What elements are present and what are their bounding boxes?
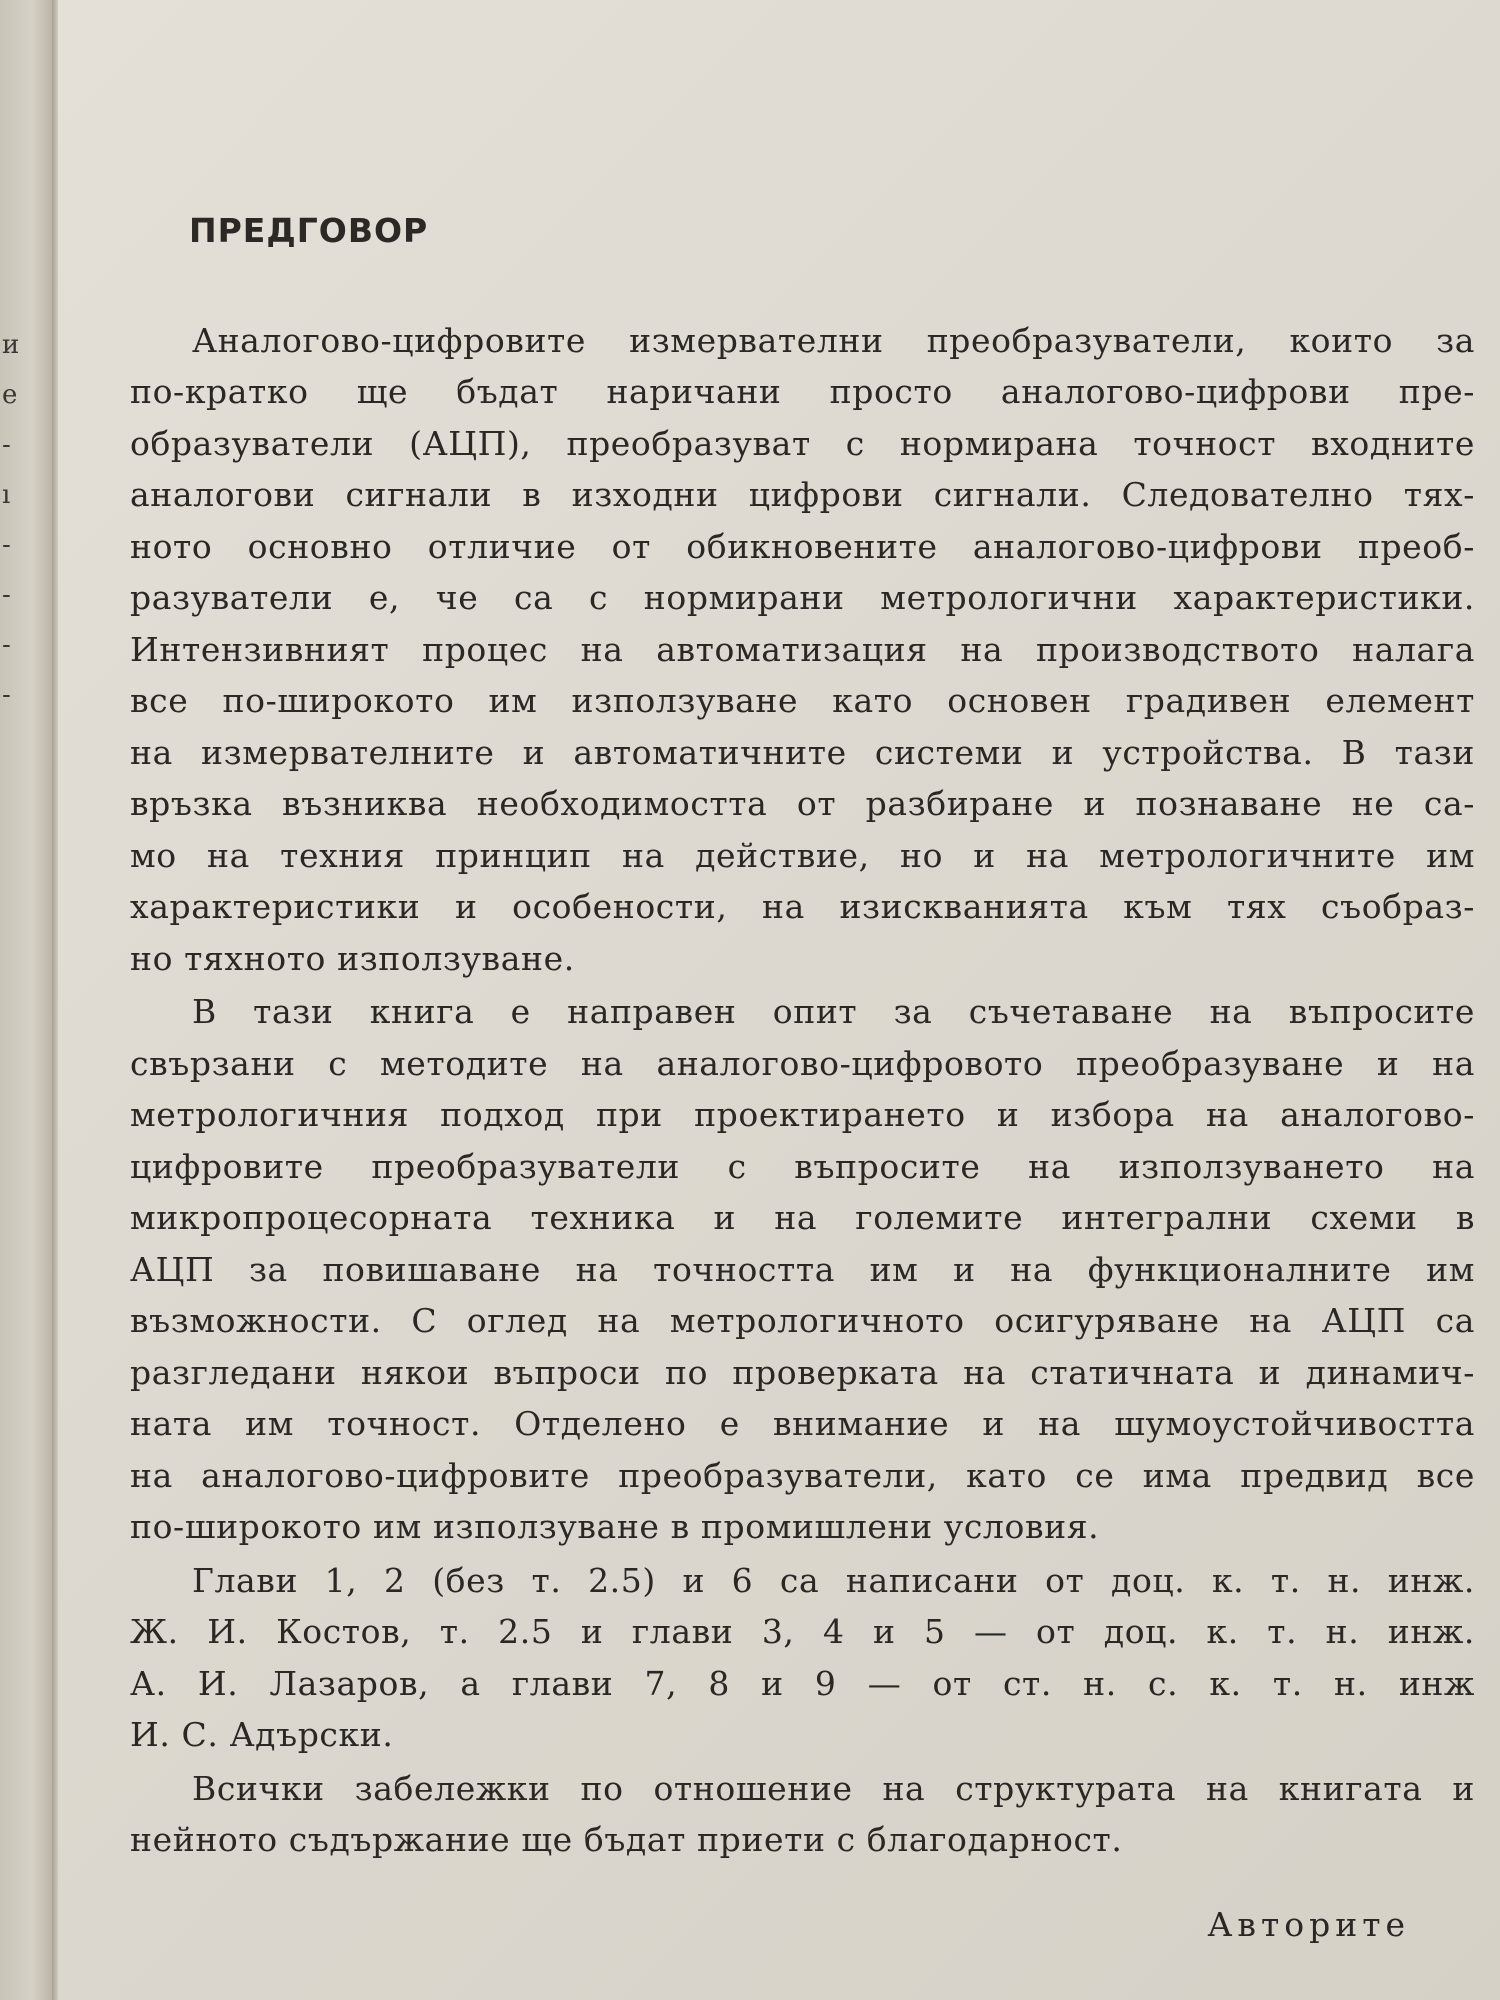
text-line: по-кратко ще бъдат наричани просто аналогово-цифрови пре- [130,372,1475,411]
page-title: ПРЕДГОВОР [189,211,429,250]
preface-text [130,205,1475,1868]
text-line: нейното съдържание ще бъдат приети с благодарност. [130,1820,1123,1859]
text-line: Ж. И. Костов, т. 2.5 и глави 3, 4 и 5 — от доц. к. т. н. инж. [130,1612,1475,1651]
paragraph-2 [130,986,1475,1553]
margin-letter: - [2,580,11,610]
previous-page-edge [0,0,52,2000]
margin-letter: - [2,430,11,460]
paragraph-1 [130,315,1475,985]
margin-letter: - [2,680,11,710]
text-line: връзка възниква необходимостта от разбиране и познаване не са- [130,784,1475,823]
text-line: все по-широкото им използуване като основен градивен елемент [130,681,1475,720]
text-line: разгледани някои въпроси по проверката на статичната и динамич- [130,1352,1475,1392]
signature: Авторите [1207,1905,1410,1944]
margin-letter: - [2,530,11,560]
text-line: микропроцесорната техника и на големите интегрални схеми в [130,1198,1475,1237]
text-line: на аналогово-цифровите преобразуватели, като се има предвид все [130,1455,1475,1495]
text-line: възможности. С оглед на метрологичното осигуряване на АЦП са [130,1301,1475,1340]
text-line: свързани с методите на аналогово-цифровото преобразуване и на [130,1043,1475,1083]
paragraph-4 [130,1763,1475,1866]
text-line: по-широкото им използуване в промишлени условия. [130,1507,1100,1546]
text-line: но тяхното използуване. [130,938,575,978]
margin-letter: ı [2,480,11,510]
text-line: разуватели е, че са с нормирани метрологични характеристики. [130,578,1475,617]
text-line: А. И. Лазаров, а глави 7, 8 и 9 — от ст. н. с. к. т. н. инж [130,1663,1475,1703]
text-line: цифровите преобразуватели с въпросите на използуването на [130,1146,1475,1186]
text-line: И. С. Адърски. [130,1715,394,1754]
paragraph-3 [130,1555,1475,1761]
previous-page-margin-letters [2,320,22,720]
text-line: аналогови сигнали в изходни цифрови сигнали. Следователно тях- [130,475,1475,514]
text-line: Всички забележки по отношение на структурата на книгата и [192,1768,1475,1808]
text-line: ната им точност. Отделено е внимание и на шумоустойчивостта [130,1404,1475,1443]
text-line: ното основно отличие от обикновените аналогово-цифрови преоб- [130,526,1475,566]
text-line: образуватели (АЦП), преобразуват с нормирана точност входните [130,423,1475,463]
book-page [58,0,1500,2000]
margin-letter: - [2,630,11,660]
text-line: на измервателните и автоматичните системи и устройства. В тази [130,732,1475,772]
text-line: метрологичния подход при проектирането и избора на аналогово- [130,1095,1475,1134]
margin-letter: е [2,380,18,410]
text-line: Аналогово-цифровите измервателни преобразуватели, които за [192,320,1475,360]
text-line: Глави 1, 2 (без т. 2.5) и 6 са написани от доц. к. т. н. инж. [192,1560,1475,1600]
text-line: В тази книга е направен опит за съчетаване на въпросите [192,992,1475,1031]
margin-letter: и [2,330,20,360]
text-line: мо на техния принцип на действие, но и на метрологичните им [130,835,1475,875]
text-line: характеристики и особености, на изискванията към тях съобраз- [130,887,1475,926]
text-line: Интензивният процес на автоматизация на производството налага [130,629,1475,669]
text-line: АЦП за повишаване на точността им и на функционалните им [130,1249,1475,1289]
